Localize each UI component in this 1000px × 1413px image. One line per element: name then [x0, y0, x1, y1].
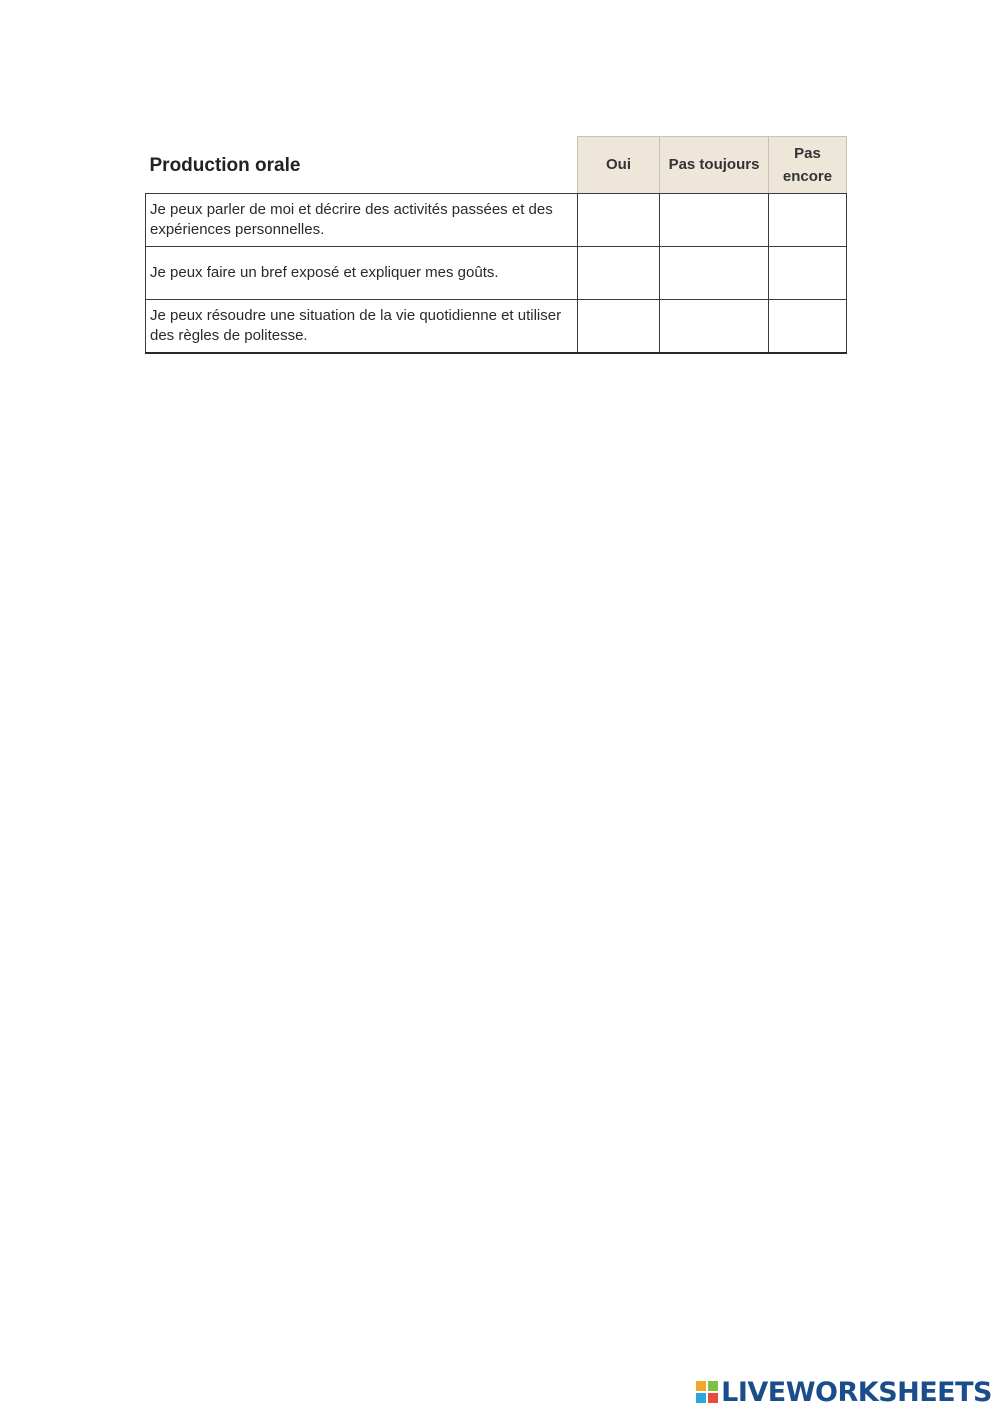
column-header-pas-toujours: Pas toujours: [660, 137, 769, 194]
table-row: [146, 299, 847, 353]
column-header-pas-encore: Pas encore: [769, 137, 847, 194]
column-header-oui: Oui: [578, 137, 660, 194]
answer-box-pas-encore[interactable]: [769, 193, 847, 246]
answer-box-pas-toujours[interactable]: [660, 246, 769, 299]
statement-cell: Je peux résoudre une situation de la vie quotidienne et utiliser des règles de politesse.: [146, 299, 578, 353]
brand-name: LIVEWORKSHEETS: [721, 1376, 992, 1408]
section-title: Production orale: [146, 137, 578, 194]
table-row: [146, 246, 847, 299]
liveworksheets-logo: [696, 1377, 992, 1407]
statement-cell: Je peux faire un bref exposé et expliquer mes goûts.: [146, 246, 578, 299]
table-row: [146, 193, 847, 246]
answer-box-pas-toujours[interactable]: [660, 193, 769, 246]
self-assessment-table: [145, 136, 847, 354]
answer-box-pas-encore[interactable]: [769, 299, 847, 353]
statement-cell: Je peux parler de moi et décrire des activités passées et des expériences personnelles.: [146, 193, 578, 246]
table-header-row: [146, 137, 847, 194]
logo-mark-icon: [696, 1381, 718, 1403]
answer-box-oui[interactable]: [578, 193, 660, 246]
answer-box-oui[interactable]: [578, 246, 660, 299]
answer-box-pas-toujours[interactable]: [660, 299, 769, 353]
answer-box-oui[interactable]: [578, 299, 660, 353]
answer-box-pas-encore[interactable]: [769, 246, 847, 299]
